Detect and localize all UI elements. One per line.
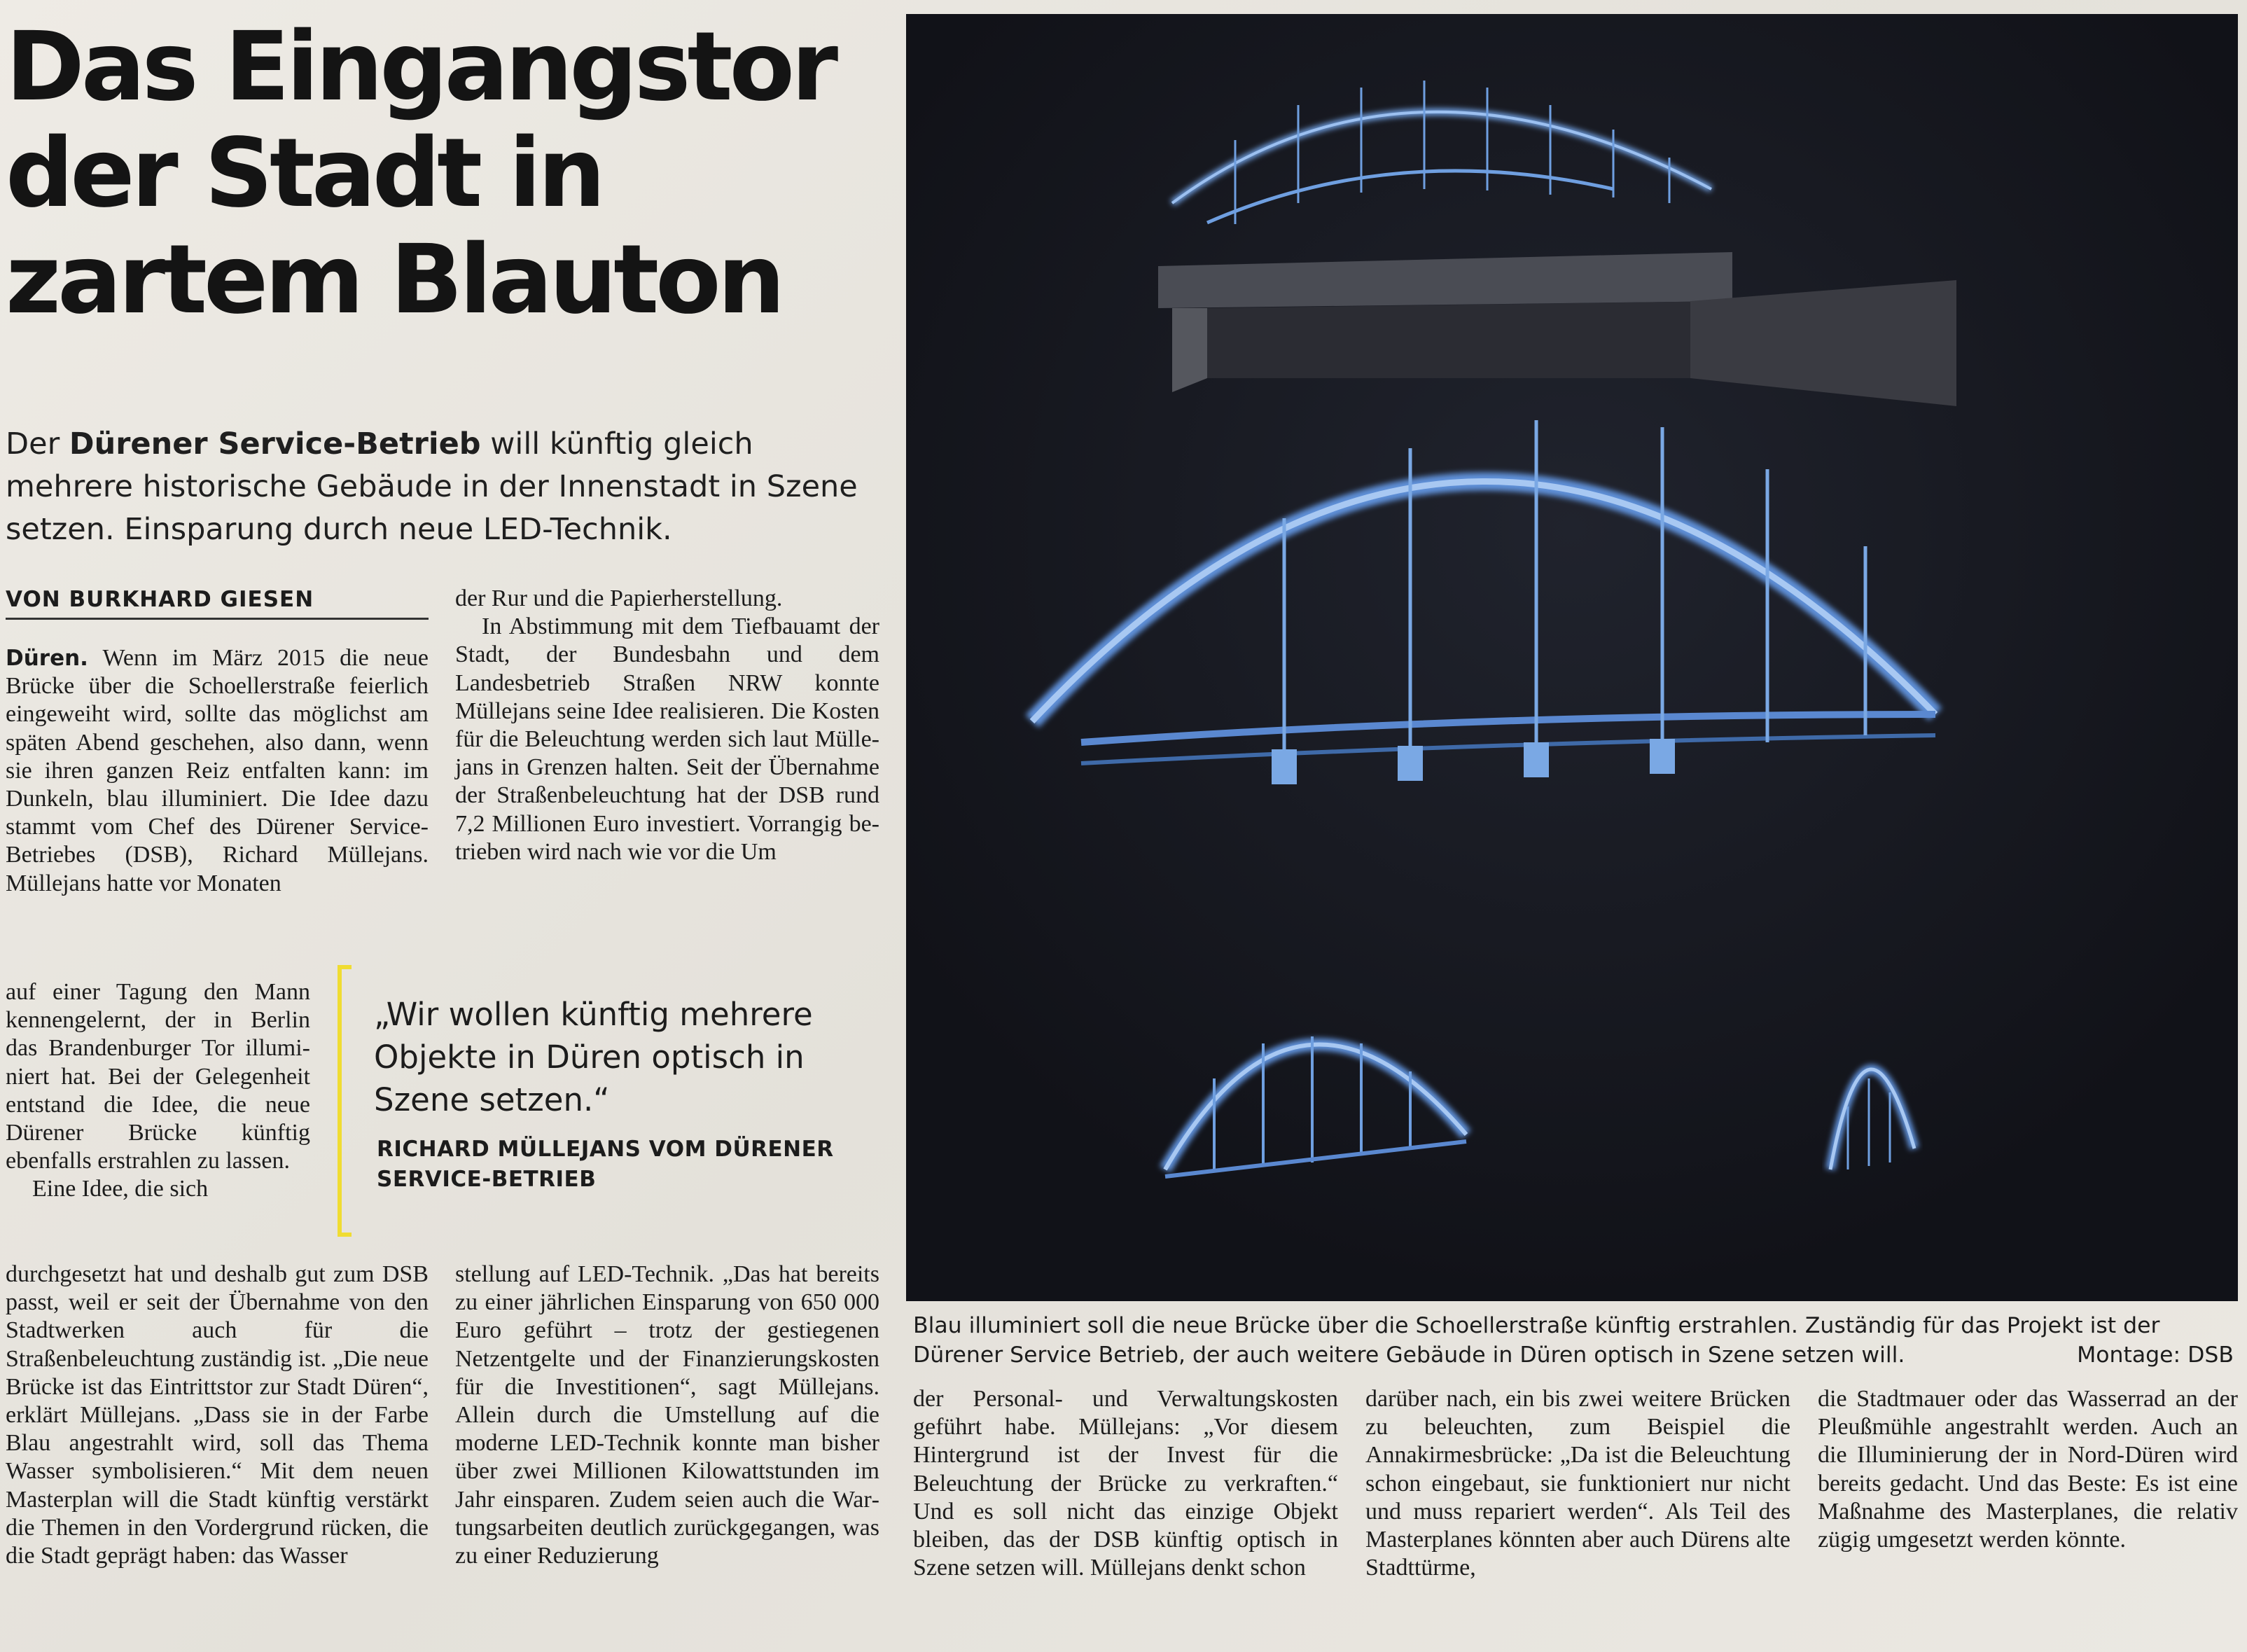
- column-1-intro-text: Wenn im März 2015 die neue Brücke über die Schoellerstraße feierlich eingeweiht wird, sollte das möglichst am späten Abend geschehen, also dann, wenn sie ihren ganzen Reiz entfalten kann: im Dunkeln, blau illuminiert. Die Idee dazu stammt vom Chef des Dürener Service-Betriebes (DSB), Richard Müllejans. Müllejans hatte vor Monaten: [6, 645, 429, 896]
- headline-line-2: der Stadt in: [6, 118, 602, 229]
- column-4-text: darüber nach, ein bis zwei weitere Brücken zu beleuchten, zum Beispiel die Annakirmesbrücke: „Da ist die Beleuchtung schon eingebaut, sie funktioniert nur nicht und muss repariert werden“. Als Teil des Masterplanes könnten aber auch Dürens alte Stadttürme,: [1365, 1386, 1790, 1581]
- byline: VON BURKHARD GIESEN: [6, 587, 429, 620]
- caption-line-1: Blau illuminiert soll die neue Brücke über die Schoellerstraße künftig erstrahlen. Zuständig für das Projekt ist der: [913, 1313, 2160, 1338]
- subhead-bold: Dürener Service-Betrieb: [69, 426, 481, 461]
- caption-line-2: Dürener Service Betrieb, der auch weitere Gebäude in Düren optisch in Szene setzen will.: [913, 1342, 1905, 1368]
- bridge-montage-image: [906, 14, 2238, 1301]
- column-2-top: [455, 585, 879, 866]
- column-5-text: die Stadtmauer oder das Wasserrad an der Pleußmühle angestrahlt werden. Auch an die Illuminierung der in Nord-Düren wird bereits gedacht. Und das Beste: Es ist eine Maßnahme des Masterplanes, die relativ zügig umgesetzt werden könnte.: [1818, 1386, 2238, 1553]
- column-1-bottom: [6, 1261, 429, 1570]
- dateline: Düren.: [6, 646, 88, 671]
- headline-line-3: zartem Blauton: [6, 225, 782, 335]
- photo-credit: Montage: DSB: [2077, 1342, 2234, 1368]
- headline: [6, 14, 888, 333]
- photo-caption: [913, 1311, 2234, 1370]
- column-1-narrow: [6, 978, 310, 1204]
- column-2-bottom-text: stellung auf LED-Technik. „Das hat bereits zu einer jährlichen Einsparung von 650 000 Euro geführt – trotz der gestiegenen Netzentgelte und der Finanzierungskosten für die Investitionen“, sagt Müllejans. Allein durch die Umstellung auf die moderne LED-Technik konnte man bisher über zwei Millionen Kilowattstunden im Jahr einsparen. Zudem seien auch die Wartungsarbeiten deutlich zurückgegangen, was zu einer Reduzierung: [455, 1261, 879, 1569]
- column-5: [1818, 1385, 2238, 1554]
- column-1-top: [6, 644, 429, 898]
- column-3: [913, 1385, 1338, 1582]
- bridge-illumination-photo: [906, 14, 2238, 1301]
- column-1-bottom-text: durchgesetzt hat und deshalb gut zum DSB passt, weil er seit der Übernahme von den Stadtwerken auch für die Straßenbeleuchtung zuständig ist. „Die neue Brücke ist das Eintrittstor zur Stadt Düren“, erklärt Müllejans. „Dass sie in der Farbe Blau angestrahlt wird, soll das Thema Wasser symbolisieren.“ Mit dem neuen Masterplan will die Stadt künftig verstärkt die Themen in den Vordergrund rücken, die die Stadt geprägt haben: das Wasser: [6, 1261, 429, 1569]
- column-2-paragraph-1-end: der Rur und die Papierherstellung.: [455, 585, 783, 611]
- subhead-post: will künftig gleich mehrere historische Gebäude in der Innenstadt in Szene setzen. Einsparung durch neue LED-Technik.: [6, 426, 858, 547]
- column-3-text: der Personal- und Verwaltungskosten geführt habe. Müllejans: „Vor diesem Hintergrund ist der Invest für die Beleuchtung der Brücke zu verkraften.“ Und es soll nicht das einzige Objekt bleiben, das der DSB künftig optisch in Szene setzen will. Müllejans denkt schon: [913, 1386, 1338, 1581]
- column-1-paragraph-2-start: Eine Idee, die sich: [32, 1176, 209, 1202]
- subhead-pre: Der: [6, 426, 69, 461]
- pull-quote: „Wir wollen künftig mehrere Objekte in Düren optisch in Szene setzen.“: [374, 996, 813, 1118]
- column-4: [1365, 1385, 1790, 1582]
- pull-quote-source: RICHARD MÜLLEJANS VOM DÜRENER SERVICE-BETRIEB: [377, 1137, 834, 1192]
- column-2-paragraph-2: In Abstimmung mit dem Tiefbauamt der Stadt, der Bundesbahn und dem Landesbetrieb Straßen NRW konnte Müllejans seine Idee realisieren. Die Kosten für die Beleuchtung werden sich laut Müllejans in Grenzen halten. Seit der Übernahme der Straßenbeleuchtung hat der DSB rund 7,2 Millionen Euro investiert. Vorrangig betrieben wird nach wie vor die Um: [455, 613, 879, 865]
- column-1-narrow-text: auf einer Tagung den Mann kennengelernt, der in Berlin das Brandenburger Tor illuminiert hat. Bei der Gelegenheit entstand die Idee, die neue Dürener Brücke künftig ebenfalls erstrahlen zu lassen.: [6, 979, 310, 1174]
- column-2-bottom: [455, 1261, 879, 1570]
- quote-marker-bar: [338, 965, 352, 1237]
- headline-line-1: Das Eingangstor: [6, 12, 835, 123]
- subheadline: [6, 423, 874, 551]
